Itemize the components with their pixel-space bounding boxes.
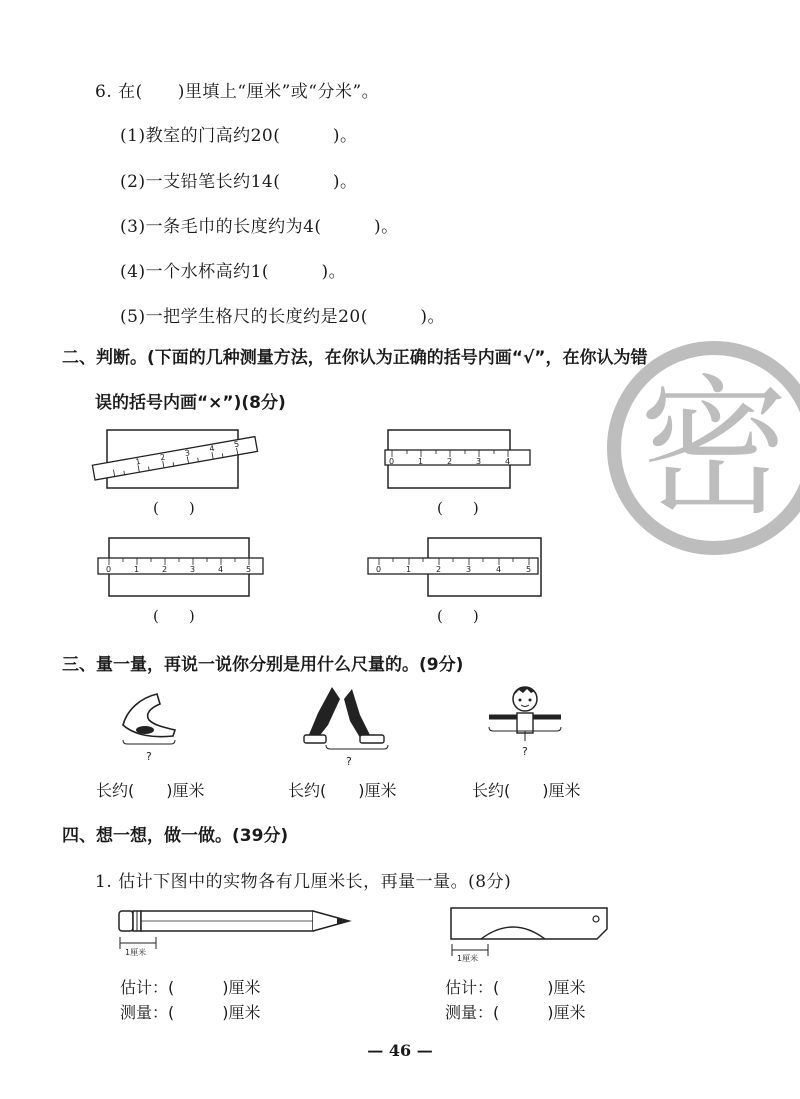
- q6-item-3: (3)一条毛巾的长度约为4( )。: [120, 217, 399, 237]
- answer-armspan[interactable]: 长约( )厘米: [472, 781, 581, 800]
- section4-q1-title: 1. 估计下图中的实物各有几厘米长，再量一量。(8分): [95, 872, 512, 892]
- ruler-figure-c: [95, 535, 275, 600]
- tick-label: 3: [183, 448, 191, 458]
- tick-label: 2: [447, 457, 453, 466]
- q6-item-1: (1)教室的门高约20( )。: [120, 126, 358, 146]
- tick-label: 0: [389, 457, 395, 466]
- tick-label: 5: [526, 565, 532, 574]
- question-mark: ?: [146, 750, 152, 763]
- tick-label: 4: [505, 457, 511, 466]
- seal-char: 密: [638, 362, 790, 536]
- estimate-pencil[interactable]: 估计：( )厘米: [120, 978, 261, 997]
- tick-label: 1: [418, 457, 424, 466]
- measure-pencil[interactable]: 测量：( )厘米: [120, 1003, 261, 1022]
- section4-title: 四、想一想，做一做。(39分): [62, 826, 289, 846]
- tick-label: 5: [246, 565, 252, 574]
- tick-label: 2: [159, 452, 166, 463]
- answer-stride[interactable]: 长约( )厘米: [288, 781, 397, 800]
- section2-title-line1: 二、判断。(下面的几种测量方法，在你认为正确的括号内画“√”，在你认为错: [62, 348, 648, 368]
- section2-title-line2: 误的括号内画“×”)(8分): [95, 393, 286, 413]
- page-number: — 46 —: [367, 1041, 433, 1060]
- tick-label: 4: [208, 443, 216, 454]
- tick-label: 4: [496, 565, 502, 574]
- answer-eye[interactable]: 长约( )厘米: [96, 781, 205, 800]
- question-mark: ?: [346, 755, 352, 768]
- q6-item-2: (2)一支铅笔长约14( )。: [120, 172, 358, 192]
- tick-label: 1: [134, 565, 140, 574]
- tick-label: 3: [190, 565, 196, 574]
- estimate-ruler[interactable]: 估计：( )厘米: [445, 978, 586, 997]
- tick-label: 0: [106, 565, 112, 574]
- tick-label: 1: [134, 456, 142, 467]
- answer-blank-c[interactable]: ( ): [153, 607, 195, 625]
- answer-blank-b[interactable]: ( ): [437, 499, 479, 517]
- eye-illustration: [115, 690, 185, 770]
- tick-label: 0: [376, 565, 382, 574]
- armspan-illustration: [485, 683, 565, 773]
- question-mark: ?: [522, 745, 528, 758]
- stride-illustration: [300, 685, 395, 775]
- ruler-figure-a: [90, 425, 270, 495]
- tick-label: 3: [476, 457, 482, 466]
- tick-label: 1: [406, 565, 412, 574]
- answer-blank-d[interactable]: ( ): [437, 607, 479, 625]
- q6-item-5: (5)一把学生格尺的长度约是20( )。: [120, 307, 445, 327]
- q6-title: 6. 在( )里填上“厘米”或“分米”。: [95, 82, 380, 102]
- section3-title: 三、量一量，再说一说你分别是用什么尺量的。(9分): [62, 655, 464, 675]
- ruler-figure-d: [365, 535, 545, 600]
- tick-label: 2: [162, 565, 168, 574]
- unit-label: 1厘米: [457, 954, 479, 963]
- tick-label: 2: [436, 565, 442, 574]
- measure-ruler[interactable]: 测量：( )厘米: [445, 1003, 586, 1022]
- pencil-illustration: [115, 908, 360, 963]
- tick-label: 4: [218, 565, 224, 574]
- tick-label: 5: [233, 439, 240, 450]
- answer-blank-a[interactable]: ( ): [153, 499, 195, 517]
- q6-item-4: (4)一个水杯高约1( )。: [120, 262, 347, 282]
- tick-label: 3: [466, 565, 472, 574]
- unit-label: 1厘米: [125, 948, 147, 957]
- ruler-figure-b: [380, 425, 540, 495]
- ruler-object-illustration: [445, 905, 615, 963]
